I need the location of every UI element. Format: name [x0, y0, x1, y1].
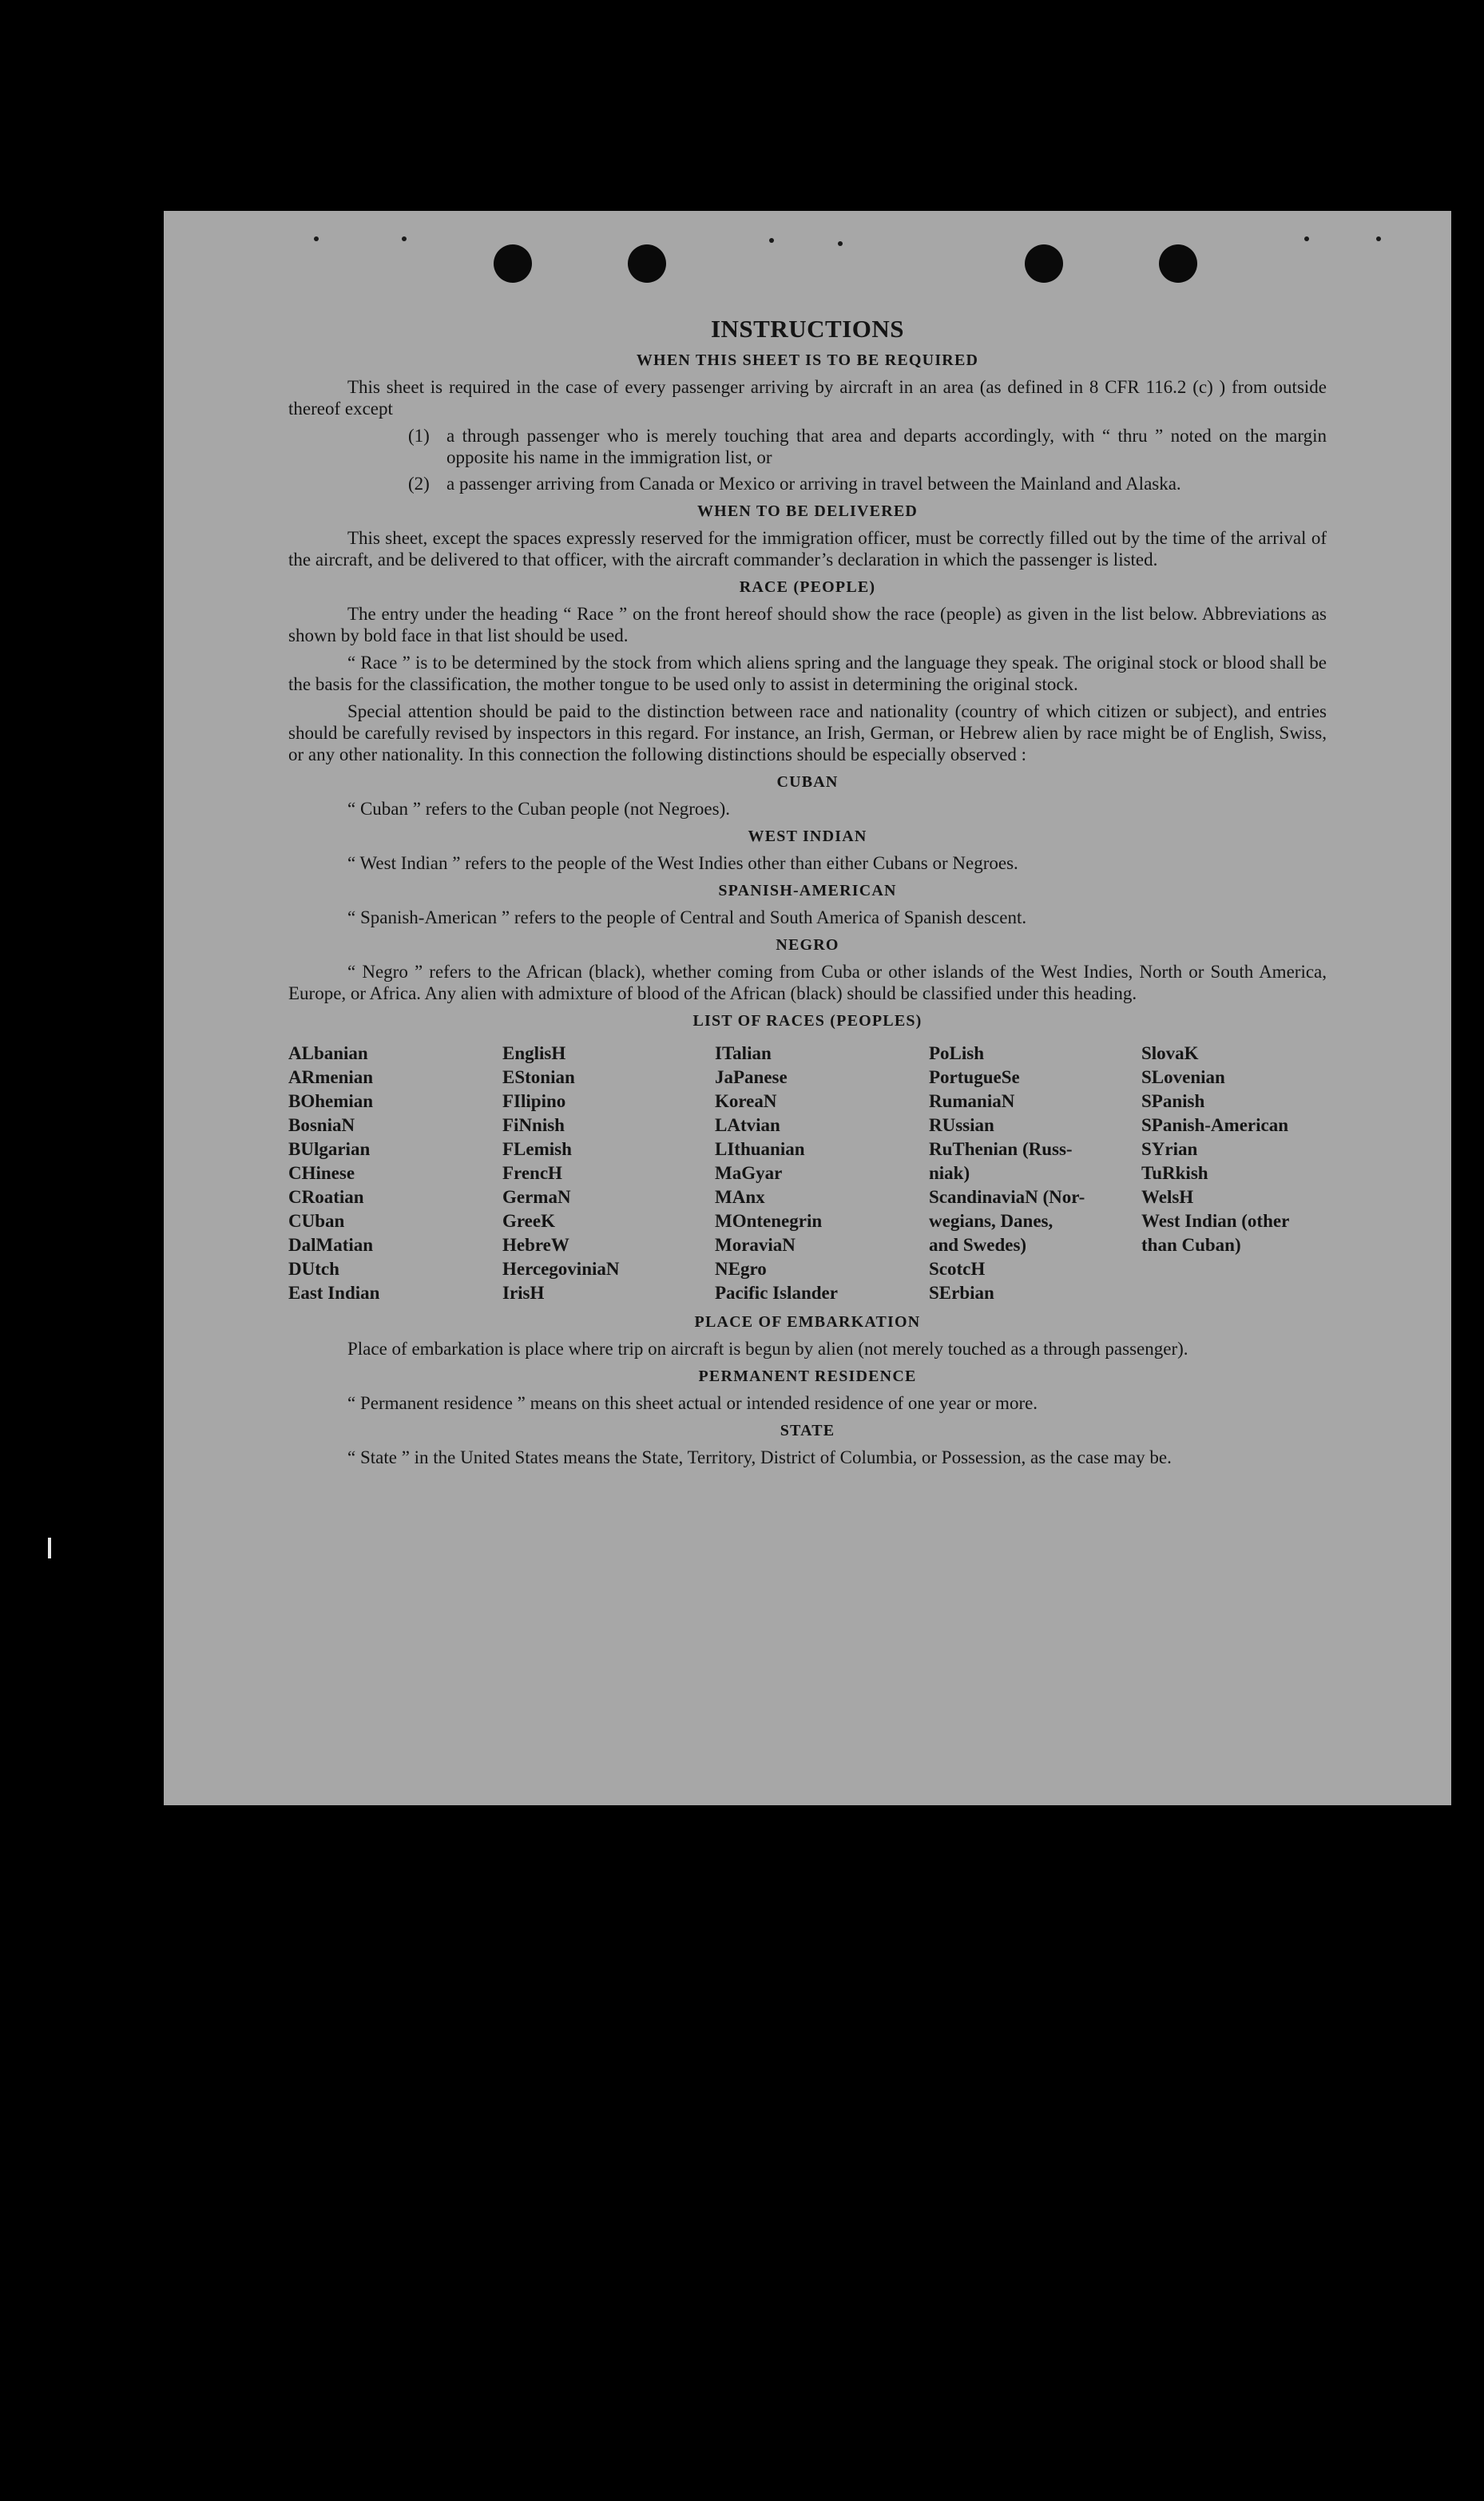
race-entry: wegians, Danes,	[929, 1211, 1053, 1231]
scan-speck	[402, 236, 407, 241]
list-item	[288, 425, 1327, 468]
race-entry: MAnx	[715, 1187, 765, 1207]
race-entry: RuThenian (Russ-	[929, 1139, 1073, 1159]
punch-hole	[1159, 244, 1197, 283]
punch-hole	[494, 244, 532, 283]
race-entry: MaGyar	[715, 1163, 783, 1183]
heading-state: STATE	[780, 1422, 835, 1439]
page-title: INSTRUCTIONS	[710, 315, 904, 343]
scan-speck	[769, 238, 774, 243]
punch-hole	[628, 244, 666, 283]
race-entry: KoreaN	[715, 1091, 777, 1111]
heading-residence: PERMANENT RESIDENCE	[698, 1368, 917, 1385]
heading-negro: NEGRO	[776, 936, 839, 954]
race-entry: SYrian	[1141, 1139, 1198, 1159]
paragraph-cuban: “ Cuban ” refers to the Cuban people (not Negroes).	[347, 799, 731, 819]
race-entry: FrencH	[502, 1163, 562, 1183]
punch-hole	[1025, 244, 1063, 283]
item-number: (2)	[408, 474, 430, 494]
race-entry: FLemish	[502, 1139, 572, 1159]
race-entry: ScandinaviaN (Nor-	[929, 1187, 1085, 1207]
scan-speck	[838, 241, 843, 246]
race-entry: LAtvian	[715, 1115, 780, 1135]
race-entry: GermaN	[502, 1187, 571, 1207]
race-entry: DalMatian	[288, 1235, 374, 1255]
races-column-1	[288, 1042, 502, 1305]
item-text: a through passenger who is merely touching that area and departs accordingly, with “ thru ” noted on the margin opposite his name in the immigration list, or	[446, 426, 1327, 467]
item-number: (1)	[408, 426, 430, 446]
race-entry: West Indian (other	[1141, 1211, 1290, 1231]
paragraph-race-3: Special attention should be paid to the distinction between race and nationality (country of which citizen or subject), and entries should be carefully revised by inspectors in this regard. For instance, an Irish, German, or Hebrew alien by race might be of English, Swiss, or any other nationality. In this connection the following distinctions should be especially observed :	[288, 701, 1327, 764]
paragraph-residence: “ Permanent residence ” means on this sheet actual or intended residence of one year or more.	[347, 1393, 1038, 1413]
race-entry: SPanish	[1141, 1091, 1205, 1111]
race-entry: HercegovinіaN	[502, 1259, 620, 1279]
race-entry: niak)	[929, 1163, 970, 1183]
heading-list-of-races: LIST OF RACES (PEOPLES)	[692, 1012, 923, 1030]
race-entry: SPanish-American	[1141, 1115, 1288, 1135]
races-column-4	[929, 1042, 1141, 1305]
races-table	[288, 1042, 1327, 1305]
heading-required: WHEN THIS SHEET IS TO BE REQUIRED	[636, 351, 979, 369]
race-entry: GreeK	[502, 1211, 555, 1231]
race-entry: Pacific Islander	[715, 1283, 838, 1303]
scan-speck	[1304, 236, 1309, 241]
paragraph-race-2: “ Race ” is to be determined by the stock from which aliens spring and the language they speak. The original stock or blood shall be the basis for the classification, the mother tongue to be used only to assist in determining the original stock.	[288, 653, 1327, 694]
races-column-3	[715, 1042, 929, 1305]
race-entry: NEgro	[715, 1259, 767, 1279]
race-entry: PortugueSe	[929, 1067, 1020, 1087]
document-sheet	[164, 211, 1451, 1805]
paragraph-west-indian: “ West Indian ” refers to the people of the West Indies other than either Cubans or Negroes.	[347, 853, 1018, 873]
race-entry: EnglisH	[502, 1043, 566, 1063]
scan-speck	[314, 236, 319, 241]
paragraph-embarkation: Place of embarkation is place where trip on aircraft is begun by alien (not merely touched as a through passenger).	[347, 1339, 1188, 1359]
race-entry: CHinese	[288, 1163, 355, 1183]
race-entry: EStonian	[502, 1067, 575, 1087]
race-entry: SErbian	[929, 1283, 994, 1303]
item-text: a passenger arriving from Canada or Mexico or arriving in travel between the Mainland and Alaska.	[446, 474, 1181, 494]
list-item	[288, 473, 1327, 494]
race-entry: BosniaN	[288, 1115, 355, 1135]
race-entry: CRoatian	[288, 1187, 364, 1207]
race-entry: SLovenian	[1141, 1067, 1225, 1087]
race-entry: RumaniaN	[929, 1091, 1015, 1111]
race-entry: FIlipino	[502, 1091, 566, 1111]
race-entry: JaPanese	[715, 1067, 788, 1087]
race-entry: East Indian	[288, 1283, 380, 1303]
scan-speck	[1376, 236, 1381, 241]
race-entry: LIthuanian	[715, 1139, 805, 1159]
race-entry: IrisH	[502, 1283, 545, 1303]
race-entry: FiNnish	[502, 1115, 565, 1135]
paragraph-negro: “ Negro ” refers to the African (black), whether coming from Cuba or other islands of the West Indies, North or South America, Europe, or Africa. Any alien with admixture of blood of the African (black) should be classified under this heading.	[288, 962, 1327, 1003]
race-entry: and Swedes)	[929, 1235, 1027, 1255]
race-entry: TuRkish	[1141, 1163, 1208, 1183]
race-entry: ALbanian	[288, 1043, 368, 1063]
race-entry: HebreW	[502, 1235, 569, 1255]
paragraph-state: “ State ” in the United States means the State, Territory, District of Columbia, or Possession, as the case may be.	[347, 1447, 1172, 1467]
race-entry: ARmenian	[288, 1067, 374, 1087]
race-entry: WelsH	[1141, 1187, 1194, 1207]
race-entry: ScotcH	[929, 1259, 986, 1279]
race-entry: DUtch	[288, 1259, 339, 1279]
race-entry: CUban	[288, 1211, 345, 1231]
scan-mark	[48, 1538, 51, 1558]
race-entry: RUssian	[929, 1115, 994, 1135]
heading-spanish-american: SPANISH-AMERICAN	[718, 882, 897, 899]
paragraph-delivered: This sheet, except the spaces expressly reserved for the immigration officer, must be correctly filled out by the time of the arrival of the aircraft, and be delivered to that officer, with the aircraft commander’s declaration in which the passenger is listed.	[288, 528, 1327, 570]
race-entry: BUlgarian	[288, 1139, 371, 1159]
heading-cuban: CUBAN	[776, 773, 839, 791]
paragraph-spanish-american: “ Spanish-American ” refers to the people of Central and South America of Spanish descent.	[347, 907, 1027, 927]
heading-embarkation: PLACE OF EMBARKATION	[694, 1313, 921, 1331]
race-entry: ITalian	[715, 1043, 772, 1063]
heading-delivered: WHEN TO BE DELIVERED	[696, 502, 919, 520]
paragraph-required-intro: This sheet is required in the case of every passenger arriving by aircraft in an area (as defined in 8 CFR 116.2 (c) ) from outside thereof except	[288, 377, 1327, 419]
race-entry: MoraviaN	[715, 1235, 796, 1255]
race-entry: PoLish	[929, 1043, 985, 1063]
races-column-5	[1141, 1042, 1327, 1305]
races-column-2	[502, 1042, 715, 1305]
heading-west-indian: WEST INDIAN	[748, 828, 867, 845]
race-entry: SlovaK	[1141, 1043, 1199, 1063]
race-entry: BOhemian	[288, 1091, 374, 1111]
race-entry: than Cuban)	[1141, 1235, 1241, 1255]
heading-race: RACE (PEOPLE)	[739, 578, 876, 596]
paragraph-race-1: The entry under the heading “ Race ” on the front hereof should show the race (people) as given in the list below. Abbreviations as shown by bold face in that list should be used.	[288, 604, 1327, 645]
race-entry: MOntenegrin	[715, 1211, 823, 1231]
